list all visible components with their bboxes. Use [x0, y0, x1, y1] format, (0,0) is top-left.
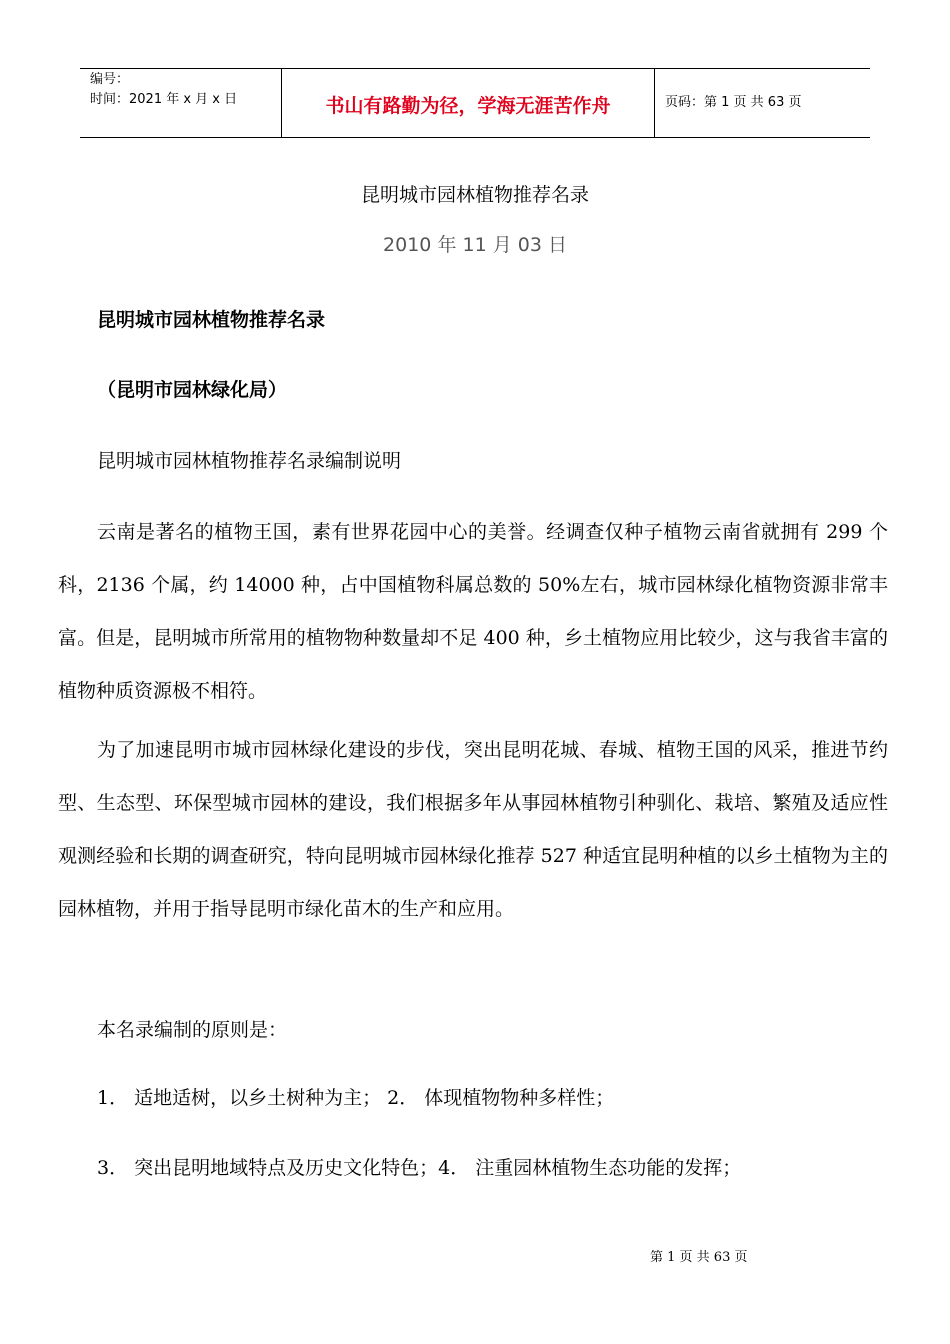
- principles-intro: 本名录编制的原则是：: [97, 1019, 288, 1041]
- principle-line-2: 3． 突出昆明地域特点及历史文化特色；4． 注重园林植物生态功能的发挥；: [97, 1157, 742, 1179]
- page-info: 页码：第 1 页 共 63 页: [665, 95, 802, 110]
- header-page-cell: [655, 69, 870, 137]
- principle-line-1: 1． 适地适树，以乡土树种为主； 2． 体现植物物种多样性；: [97, 1087, 615, 1109]
- motto-text: 书山有路勤为径，学海无涯苦作舟: [325, 95, 611, 117]
- header-meta-cell: [80, 69, 282, 137]
- subtitle: 昆明城市园林植物推荐名录编制说明: [97, 450, 402, 472]
- document-date: 2010 年 11 月 03 日: [383, 234, 567, 256]
- section-heading: 昆明城市园林植物推荐名录: [97, 309, 326, 331]
- paragraph-1: 云南是著名的植物王国，素有世界花园中心的美誉。经调查仅种子植物云南省就拥有 299 个科，2136 个属，约 14000 种，占中国植物科属总数的 50%左右，城市园林绿化植物资源非常丰富。但是，昆明城市所常用的植物物种数量却不足 400 种，乡土植物应用比较少，这与我省丰富的植物种质资源极不相符。: [58, 521, 888, 702]
- document-header: [80, 68, 870, 138]
- page-footer: 第 1 页 共 63 页: [650, 1250, 748, 1265]
- document-title: 昆明城市园林植物推荐名录: [360, 184, 589, 206]
- header-motto-cell: [282, 69, 655, 137]
- paragraph-2: 为了加速昆明市城市园林绿化建设的步伐，突出昆明花城、春城、植物王国的风采，推进节约型、生态型、环保型城市园林的建设，我们根据多年从事园林植物引种驯化、栽培、繁殖及适应性观测经验和长期的调查研究，特向昆明城市园林绿化推荐 527 种适宜昆明种植的以乡土植物为主的园林植物，并用于指导昆明市绿化苗木的生产和应用。: [58, 739, 888, 920]
- number-label: 编号：: [90, 72, 130, 87]
- time-label: 时间：2021 年 x 月 x 日: [90, 92, 238, 107]
- issuer-heading: （昆明市园林绿化局）: [97, 379, 288, 401]
